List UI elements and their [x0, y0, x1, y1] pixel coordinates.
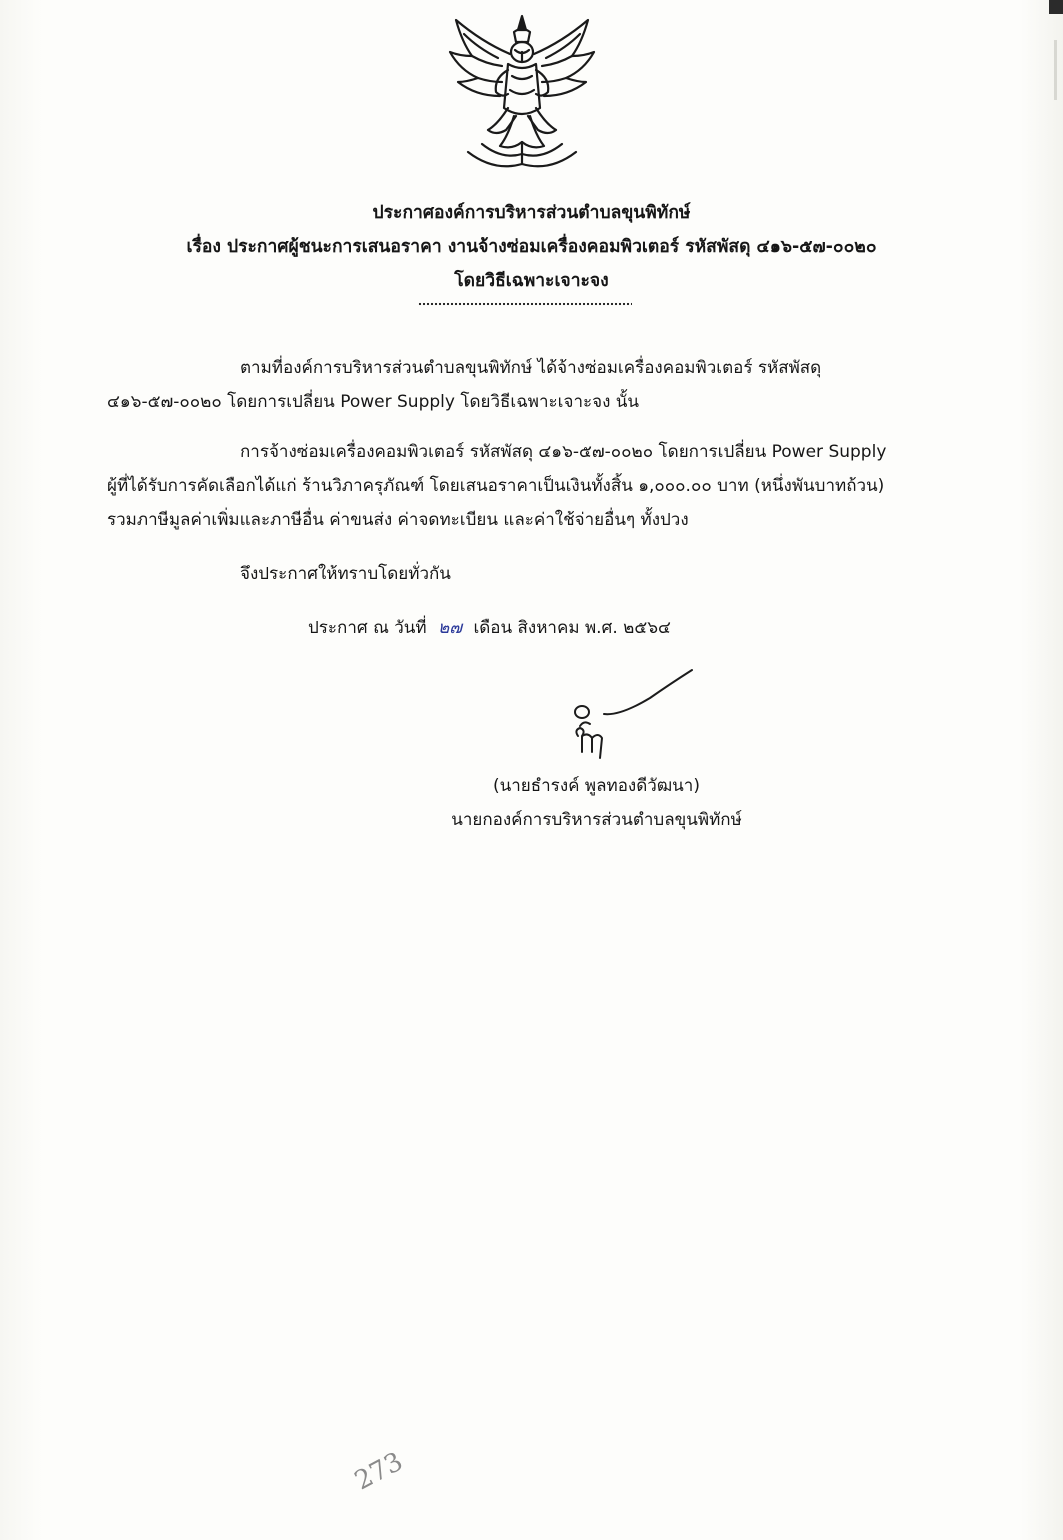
scan-edge-mark: [1049, 0, 1063, 14]
date-suffix: เดือน สิงหาคม พ.ศ. ๒๕๖๔: [473, 618, 671, 638]
announcement-title: ประกาศองค์การบริหารส่วนตำบลขุนพิทักษ์: [372, 203, 691, 223]
signatory-name: (นายธำรงค์ พูลทองดีวัฒนา): [493, 776, 700, 796]
announcement-date: [308, 616, 671, 640]
handwritten-day: ๒๗: [438, 618, 463, 638]
closing-statement: จึงประกาศให้ทราบโดยทั่วกัน: [240, 564, 451, 584]
paragraph-2-line-3: รวมภาษีมูลค่าเพิ่มและภาษีอื่น ค่าขนส่ง ค่าจดทะเบียน และค่าใช้จ่ายอื่นๆ ทั้งปวง: [107, 510, 689, 530]
handwritten-signature: [560, 664, 700, 774]
paragraph-2-line-2: ผู้ที่ได้รับการคัดเลือกได้แก่ ร้านวิภาครุภัณฑ์ โดยเสนอราคาเป็นเงินทั้งสิ้น ๑,๐๐๐.๐๐ บาท (หนึ่งพันบาทถ้วน): [107, 476, 885, 496]
procurement-method: โดยวิธีเฉพาะเจาะจง: [454, 271, 609, 291]
dotted-divider: [418, 302, 632, 306]
paragraph-1-line-1: ตามที่องค์การบริหารส่วนตำบลขุนพิทักษ์ ได้จ้างซ่อมเครื่องคอมพิวเตอร์ รหัสพัสดุ: [240, 358, 822, 378]
garuda-emblem-icon: [442, 12, 602, 174]
scan-edge-line: [1054, 40, 1057, 100]
signatory-position: นายกองค์การบริหารส่วนตำบลขุนพิทักษ์: [451, 810, 742, 830]
announcement-subject: เรื่อง ประกาศผู้ชนะการเสนอราคา งานจ้างซ่อมเครื่องคอมพิวเตอร์ รหัสพัสดุ ๔๑๖-๕๗-๐๐๒๐: [186, 237, 877, 257]
date-prefix: ประกาศ ณ วันที่: [308, 618, 427, 638]
paragraph-2-line-1: การจ้างซ่อมเครื่องคอมพิวเตอร์ รหัสพัสดุ ๔๑๖-๕๗-๐๐๒๐ โดยการเปลี่ยน Power Supply: [240, 442, 887, 462]
pencil-page-note: 273: [350, 1446, 408, 1497]
paragraph-1-line-2: ๔๑๖-๕๗-๐๐๒๐ โดยการเปลี่ยน Power Supply โดยวิธีเฉพาะเจาะจง นั้น: [107, 392, 640, 412]
